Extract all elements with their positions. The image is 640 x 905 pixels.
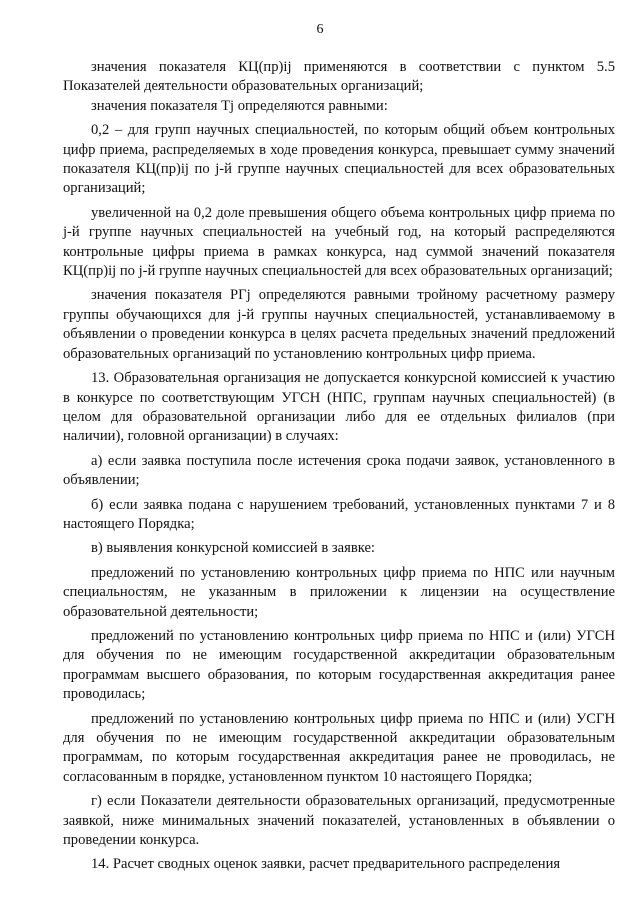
paragraph: а) если заявка поступила после истечения срока подачи заявок, установленного в объявлении; [63,452,615,489]
paragraph: 13. Образовательная организация не допускается конкурсной комиссией к участию в конкурсе по соответствующим УГСН (НПС, группам научных специальностей) (в целом для образовательной организации либо для ее отдельных филиалов (при наличии), головной организации) в случаях: [63,370,615,445]
paragraph: 14. Расчет сводных оценок заявки, расчет предварительного распределения [91,856,561,873]
paragraph: 0,2 – для групп научных специальностей, по которым общий объем контрольных цифр приема, распределяемых в ходе проведения конкурса, превышает сумму значений показателя КЦ(пр)ij по j-й группе научных специальностей для всех образовательных организаций; [63,122,615,197]
paragraph: значения показателя КЦ(пр)ij применяются в соответствии с пунктом 5.5 Показателей деятельности образовательных организаций; [63,59,615,95]
document-body [63,58,615,875]
paragraph: б) если заявка подана с нарушением требований, установленных пунктами 7 и 8 настоящего Порядка; [63,496,615,532]
paragraph: предложений по установлению контрольных цифр приема по НПС или научным специальностям, не указанным в приложении к лицензии на осуществление образовательной деятельности; [63,564,615,620]
paragraph: значения показателя РГj определяются равными тройному расчетному размеру группы обучающихся для j-й группы научных специальностей, устанавливаемому в объявлении о проведении конкурса в целях расчета предельных значений предложений образовательных организаций по установлению контрольных цифр приема. [63,287,615,362]
paragraph: в) выявления конкурсной комиссией в заявке: [91,540,375,557]
page-number: 6 [316,22,324,37]
paragraph: г) если Показатели деятельности образовательных организаций, предусмотренные заявкой, ниже минимальных значений показателей, установленных в объявлении о проведении конкурса. [63,793,615,849]
paragraph: предложений по установлению контрольных цифр приема по НПС и (или) УСГН для обучения по не имеющим государственной аккредитации образовательным программам, по которым государственная аккредитация ранее не проводилась, не согласованным в порядке, установленном пунктом 10 настоящего Порядка; [63,710,615,785]
paragraph: значения показателя Tj определяются равными: [91,97,388,114]
paragraph: предложений по установлению контрольных цифр приема по НПС и (или) УГСН для обучения по не имеющим государственной аккредитации образовательным программам высшего образования, по которым государственная аккредитация ранее проводилась; [63,627,615,703]
paragraph: увеличенной на 0,2 доле превышения общего объема контрольных цифр приема по j-й группе научных специальностей на учебный год, на который распределяются контрольные цифры приема в рамках конкурса, над суммой значений показателя КЦ(пр)ij по j-й группе научных специальностей для всех образовательных организаций; [63,204,615,280]
